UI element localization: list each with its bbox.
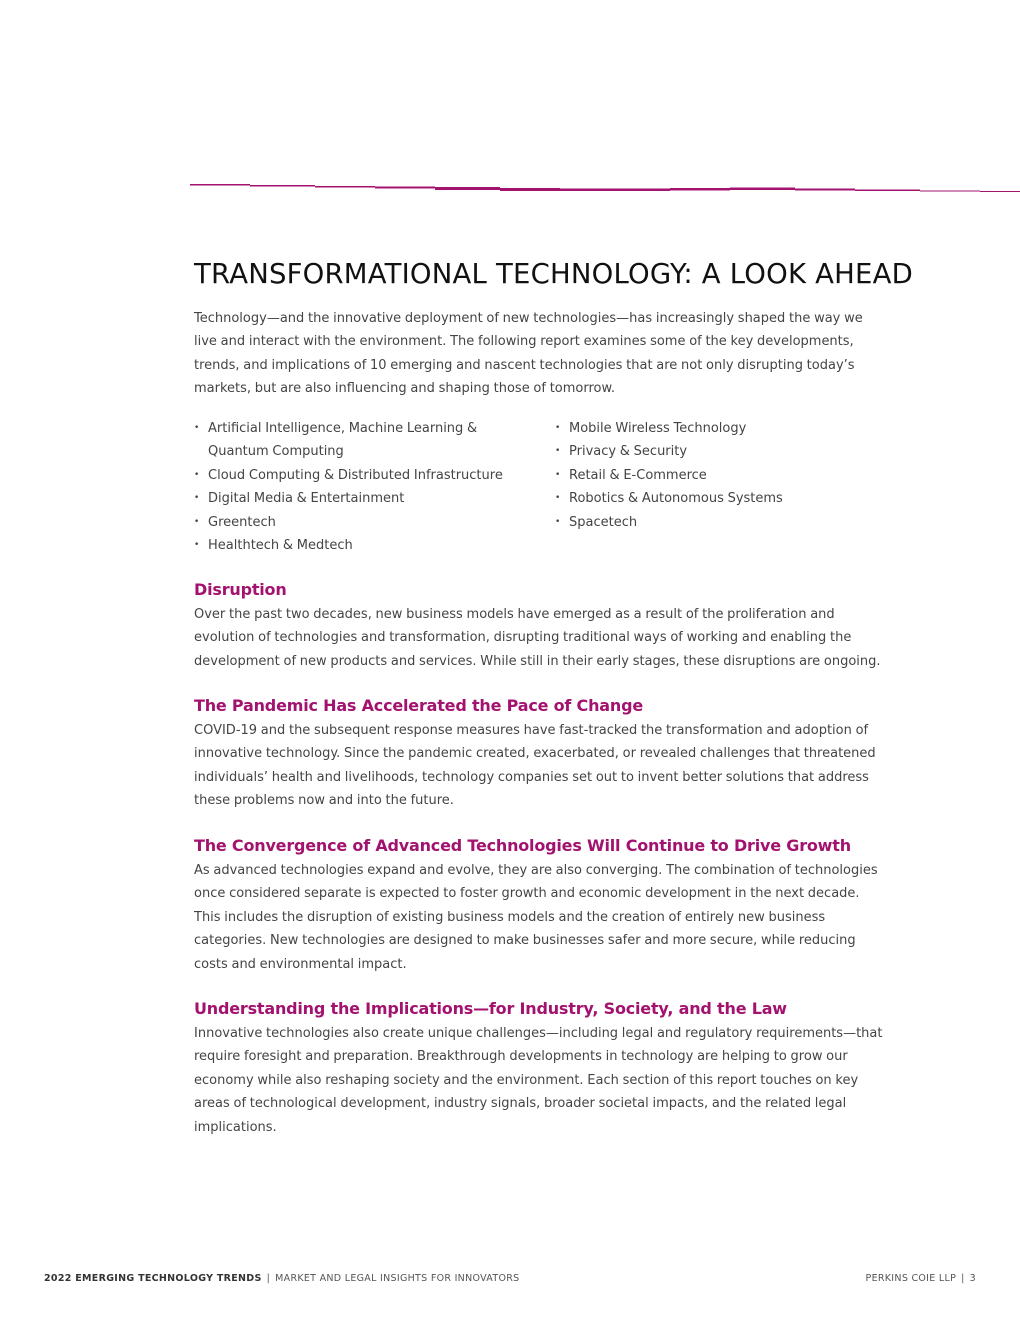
section-body: Innovative technologies also create unique challenges—including legal and regulatory requirements—that require foresight and preparation. Breakthrough developments in technology are helping to grow our economy while also reshaping society and the environment. Each section of this report touches on key areas of technological development, industry signals, broader societal impacts, and the related legal implications.	[194, 1026, 883, 1135]
list-item: • Digital Media & Entertainment	[194, 487, 534, 510]
section-body: Over the past two decades, new business models have emerged as a result of the proliferation and evolution of technologies and transformation, disrupting traditional ways of working and enabling the development of new products and services. While still in their early stages, these disruptions are ongoing.	[194, 607, 881, 669]
list-item: • Retail & E-Commerce	[555, 464, 875, 487]
section-disruption	[194, 579, 884, 673]
page-title: TRANSFORMATIONAL TECHNOLOGY: A LOOK AHEAD	[194, 258, 913, 291]
section-heading: The Pandemic Has Accelerated the Pace of Change	[194, 696, 643, 715]
section-heading: Understanding the Implications—for Industry, Society, and the Law	[194, 999, 787, 1018]
footer-subtitle: MARKET AND LEGAL INSIGHTS FOR INNOVATORS	[275, 1273, 520, 1284]
footer-separator: |	[266, 1273, 271, 1284]
list-item: • Healthtech & Medtech	[194, 534, 534, 557]
list-item: • Cloud Computing & Distributed Infrastructure	[194, 464, 534, 487]
section-pandemic	[194, 695, 884, 813]
footer-right	[866, 1273, 976, 1284]
footer-firm: PERKINS COIE LLP	[865, 1273, 957, 1284]
footer-left	[44, 1273, 519, 1284]
list-item: • Greentech	[194, 511, 534, 534]
section-body: COVID-19 and the subsequent response measures have fast-tracked the transformation and adoption of innovative technology. Since the pandemic created, exacerbated, or revealed challenges that threatened individuals’ health and livelihoods, technology companies set out to invent better solutions that address these problems now and into the future.	[194, 723, 876, 809]
list-item: • Robotics & Autonomous Systems	[555, 487, 875, 510]
page-number: 3	[969, 1273, 976, 1284]
decorative-accent-rule	[190, 182, 1020, 194]
technology-list-right	[555, 417, 875, 534]
section-implications	[194, 998, 884, 1139]
footer-separator: |	[961, 1273, 965, 1284]
section-body: As advanced technologies expand and evolve, they are also converging. The combination of technologies once considered separate is expected to foster growth and economic development in the next decade. This includes the disruption of existing business models and the creation of entirely new business categories. New technologies are designed to make businesses safer and more secure, while reducing costs and environmental impact.	[194, 863, 878, 972]
section-heading: The Convergence of Advanced Technologies Will Continue to Drive Growth	[194, 836, 851, 855]
footer-report-name: 2022 EMERGING TECHNOLOGY TRENDS	[44, 1273, 262, 1284]
section-convergence	[194, 835, 884, 976]
intro-paragraph: Technology—and the innovative deployment of new technologies—has increasingly shaped the way we live and interact with the environment. The following report examines some of the key developments, trends, and implications of 10 emerging and nascent technologies that are not only disrupting today’s markets, but are also influencing and shaping those of tomorrow.	[194, 311, 863, 397]
list-item: • Artificial Intelligence, Machine Learning & Quantum Computing	[194, 417, 534, 464]
list-item: • Privacy & Security	[555, 440, 875, 463]
list-item: • Mobile Wireless Technology	[555, 417, 875, 440]
technology-list-left	[194, 417, 534, 557]
list-item: • Spacetech	[555, 511, 875, 534]
section-heading: Disruption	[194, 580, 287, 599]
